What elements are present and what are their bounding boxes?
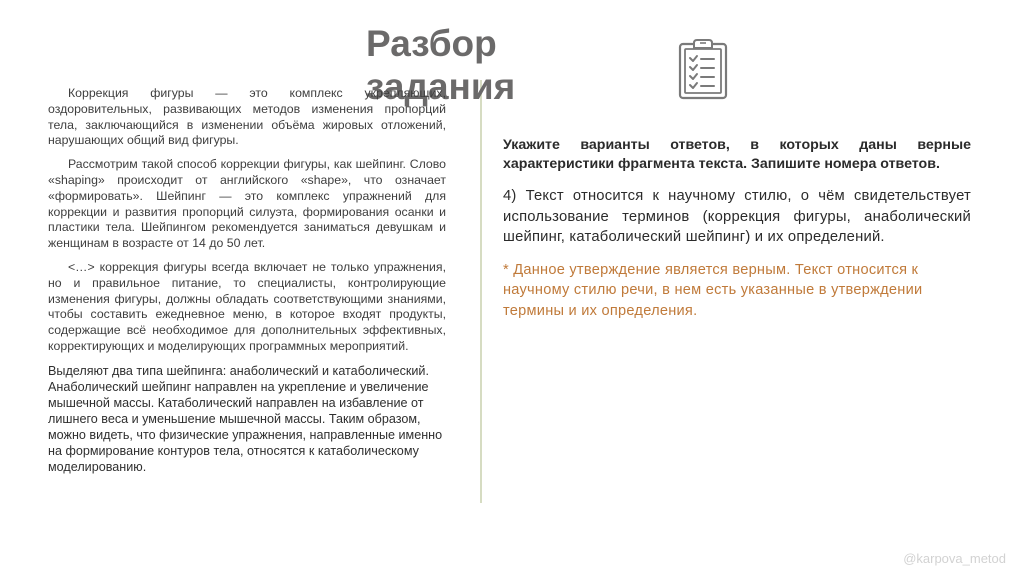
clipboard-checklist-icon xyxy=(678,38,728,100)
task-comment: * Данное утверждение является верным. Текст относится к научному стилю речи, в нем есть указанные в утверждении термины и их определения. xyxy=(503,261,923,319)
watermark: @karpova_metod xyxy=(903,551,1006,566)
source-paragraph-1: Коррекция фигуры — это комплекс укрепляющих, оздоровительных, развивающих методов изменения пропорций тела, заключающийся в изменении объёма жировых отложений, нарушающих общий вид фигуры. xyxy=(48,86,446,148)
source-paragraph-2: Рассмотрим такой способ коррекции фигуры, как шейпинг. Слово «shaping» происходит от английского «shape», что означает «формировать». Шейпинг — это комплекс упражнений для коррекции и развития пропорций силуэта, формирования осанки и пластики тела. Шейпингом рекомендуется заниматься девушкам и женщинам в возрасте от 14 до 50 лет. xyxy=(48,157,446,251)
source-paragraph-4: Выделяют два типа шейпинга: анаболический и катаболический. Анаболический шейпинг направлен на укрепление и увеличение мышечной массы. Катаболический направлен на избавление от лишнего веса и уменьшение мышечной массы. Таким образом, можно видеть, что физические упражнения, направленные именно на формирование контуров тела, относятся к катаболическому моделированию. xyxy=(48,363,443,474)
source-paragraph-3: <…> коррекция фигуры всегда включает не только упражнения, но и правильное питание, то специалисты, контролирующие изменения фигуры, должны обладать соответствующими знаниями, чтобы составить ежедневное меню, в которое входят продукты, содержащие всё необходимое для дополнительных эффективных, корректирующих и моделирующих программных мероприятий. xyxy=(48,259,446,353)
column-divider xyxy=(480,80,482,503)
source-text xyxy=(48,86,446,483)
task-panel xyxy=(503,136,971,321)
title-line-1: Разбор xyxy=(366,23,497,64)
task-answer: 4) Текст относится к научному стилю, о чём свидетельствует использование терминов (коррекция фигуры, анаболический шейпинг, катаболический шейпинг) и их определений. xyxy=(503,188,971,245)
task-question: Укажите варианты ответов, в которых даны верные характеристики фрагмента текста. Запишите номера ответов. xyxy=(503,137,971,172)
title-line-2: задания xyxy=(366,66,516,107)
